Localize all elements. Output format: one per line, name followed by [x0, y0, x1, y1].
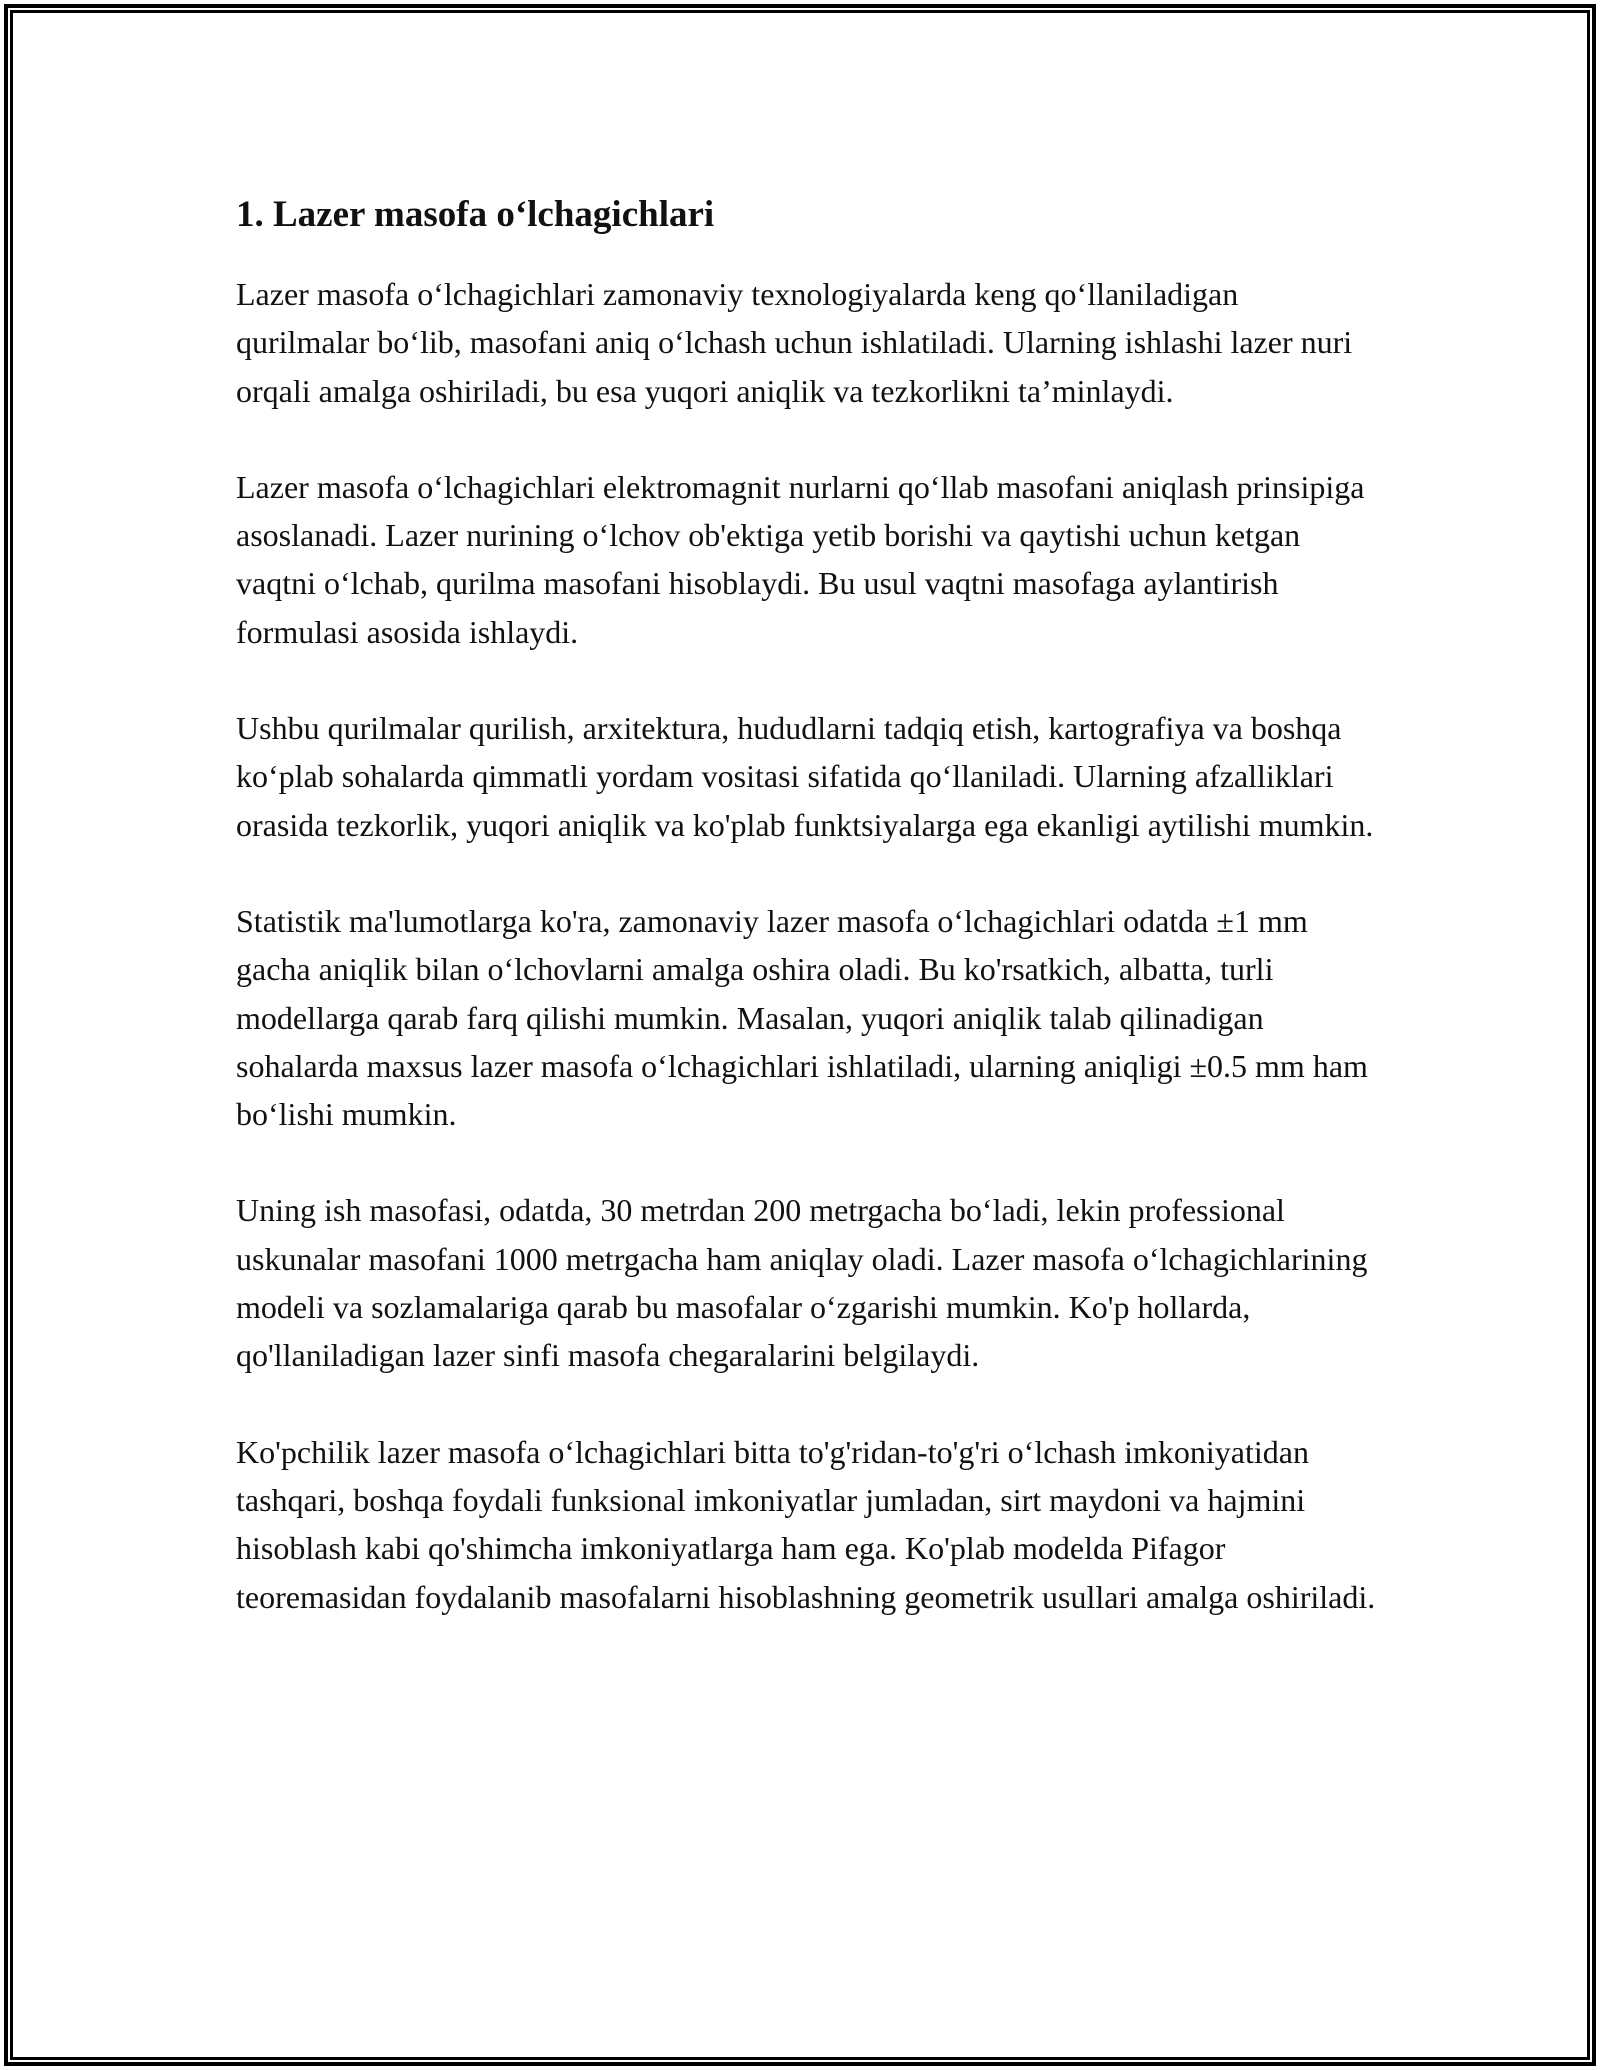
- paragraph-6: Ko'pchilik lazer masofa oʻlchagichlari bitta to'g'ridan-to'g'ri oʻlchash imkoniyatidan tashqari, boshqa foydali funksional imkoniyatlar jumladan, sirt maydoni va hajmini hisoblash kabi qo'shimcha imkoniyatlarga ham ega. Ko'plab modelda Pifagor teoremasidan foydalanib masofalarni hisoblashning geometrik usullari amalga oshiriladi.: [236, 1433, 1376, 1615]
- paragraph-5: Uning ish masofasi, odatda, 30 metrdan 200 metrgacha boʻladi, lekin professional uskunalar masofani 1000 metrgacha ham aniqlay oladi. Lazer masofa oʻlchagichlarining modeli va sozlamalariga qarab bu masofalar oʻzgarishi mumkin. Ko'p hollarda, qo'llaniladigan lazer sinfi masofa chegaralarini belgilaydi.: [236, 1192, 1368, 1374]
- document-body: [236, 186, 1376, 1669]
- paragraph-1: Lazer masofa oʻlchagichlari zamonaviy texnologiyalarda keng qoʻllaniladigan qurilmalar boʻlib, masofani aniq oʻlchash uchun ishlatiladi. Ularning ishlashi lazer nuri orqali amalga oshiriladi, bu esa yuqori aniqlik va tezkorlikni ta’minlaydi.: [236, 276, 1353, 409]
- section-heading: 1. Lazer masofa oʻlchagichlari: [236, 194, 715, 235]
- paragraph-3: Ushbu qurilmalar qurilish, arxitektura, hududlarni tadqiq etish, kartografiya va boshqa koʻplab sohalarda qimmatli yordam vositasi sifatida qoʻllaniladi. Ularning afzalliklari orasida tezkorlik, yuqori aniqlik va ko'plab funktsiyalarga ega ekanligi aytilishi mumkin.: [236, 710, 1374, 843]
- paragraph-2: Lazer masofa oʻlchagichlari elektromagnit nurlarni qoʻllab masofani aniqlash prinsipiga asoslanadi. Lazer nurining oʻlchov ob'ektiga yetib borishi va qaytishi uchun ketgan vaqtni oʻlchab, qurilma masofani hisoblaydi. Bu usul vaqtni masofaga aylantirish formulasi asosida ishlaydi.: [236, 468, 1365, 650]
- paragraph-4: Statistik ma'lumotlarga ko'ra, zamonaviy lazer masofa oʻlchagichlari odatda ±1 mm gacha aniqlik bilan oʻlchovlarni amalga oshira oladi. Bu ko'rsatkich, albatta, turli modellarga qarab farq qilishi mumkin. Masalan, yuqori aniqlik talab qilinadigan sohalarda maxsus lazer masofa oʻlchagichlari ishlatiladi, ularning aniqligi ±0.5 mm ham boʻlishi mumkin.: [236, 902, 1368, 1133]
